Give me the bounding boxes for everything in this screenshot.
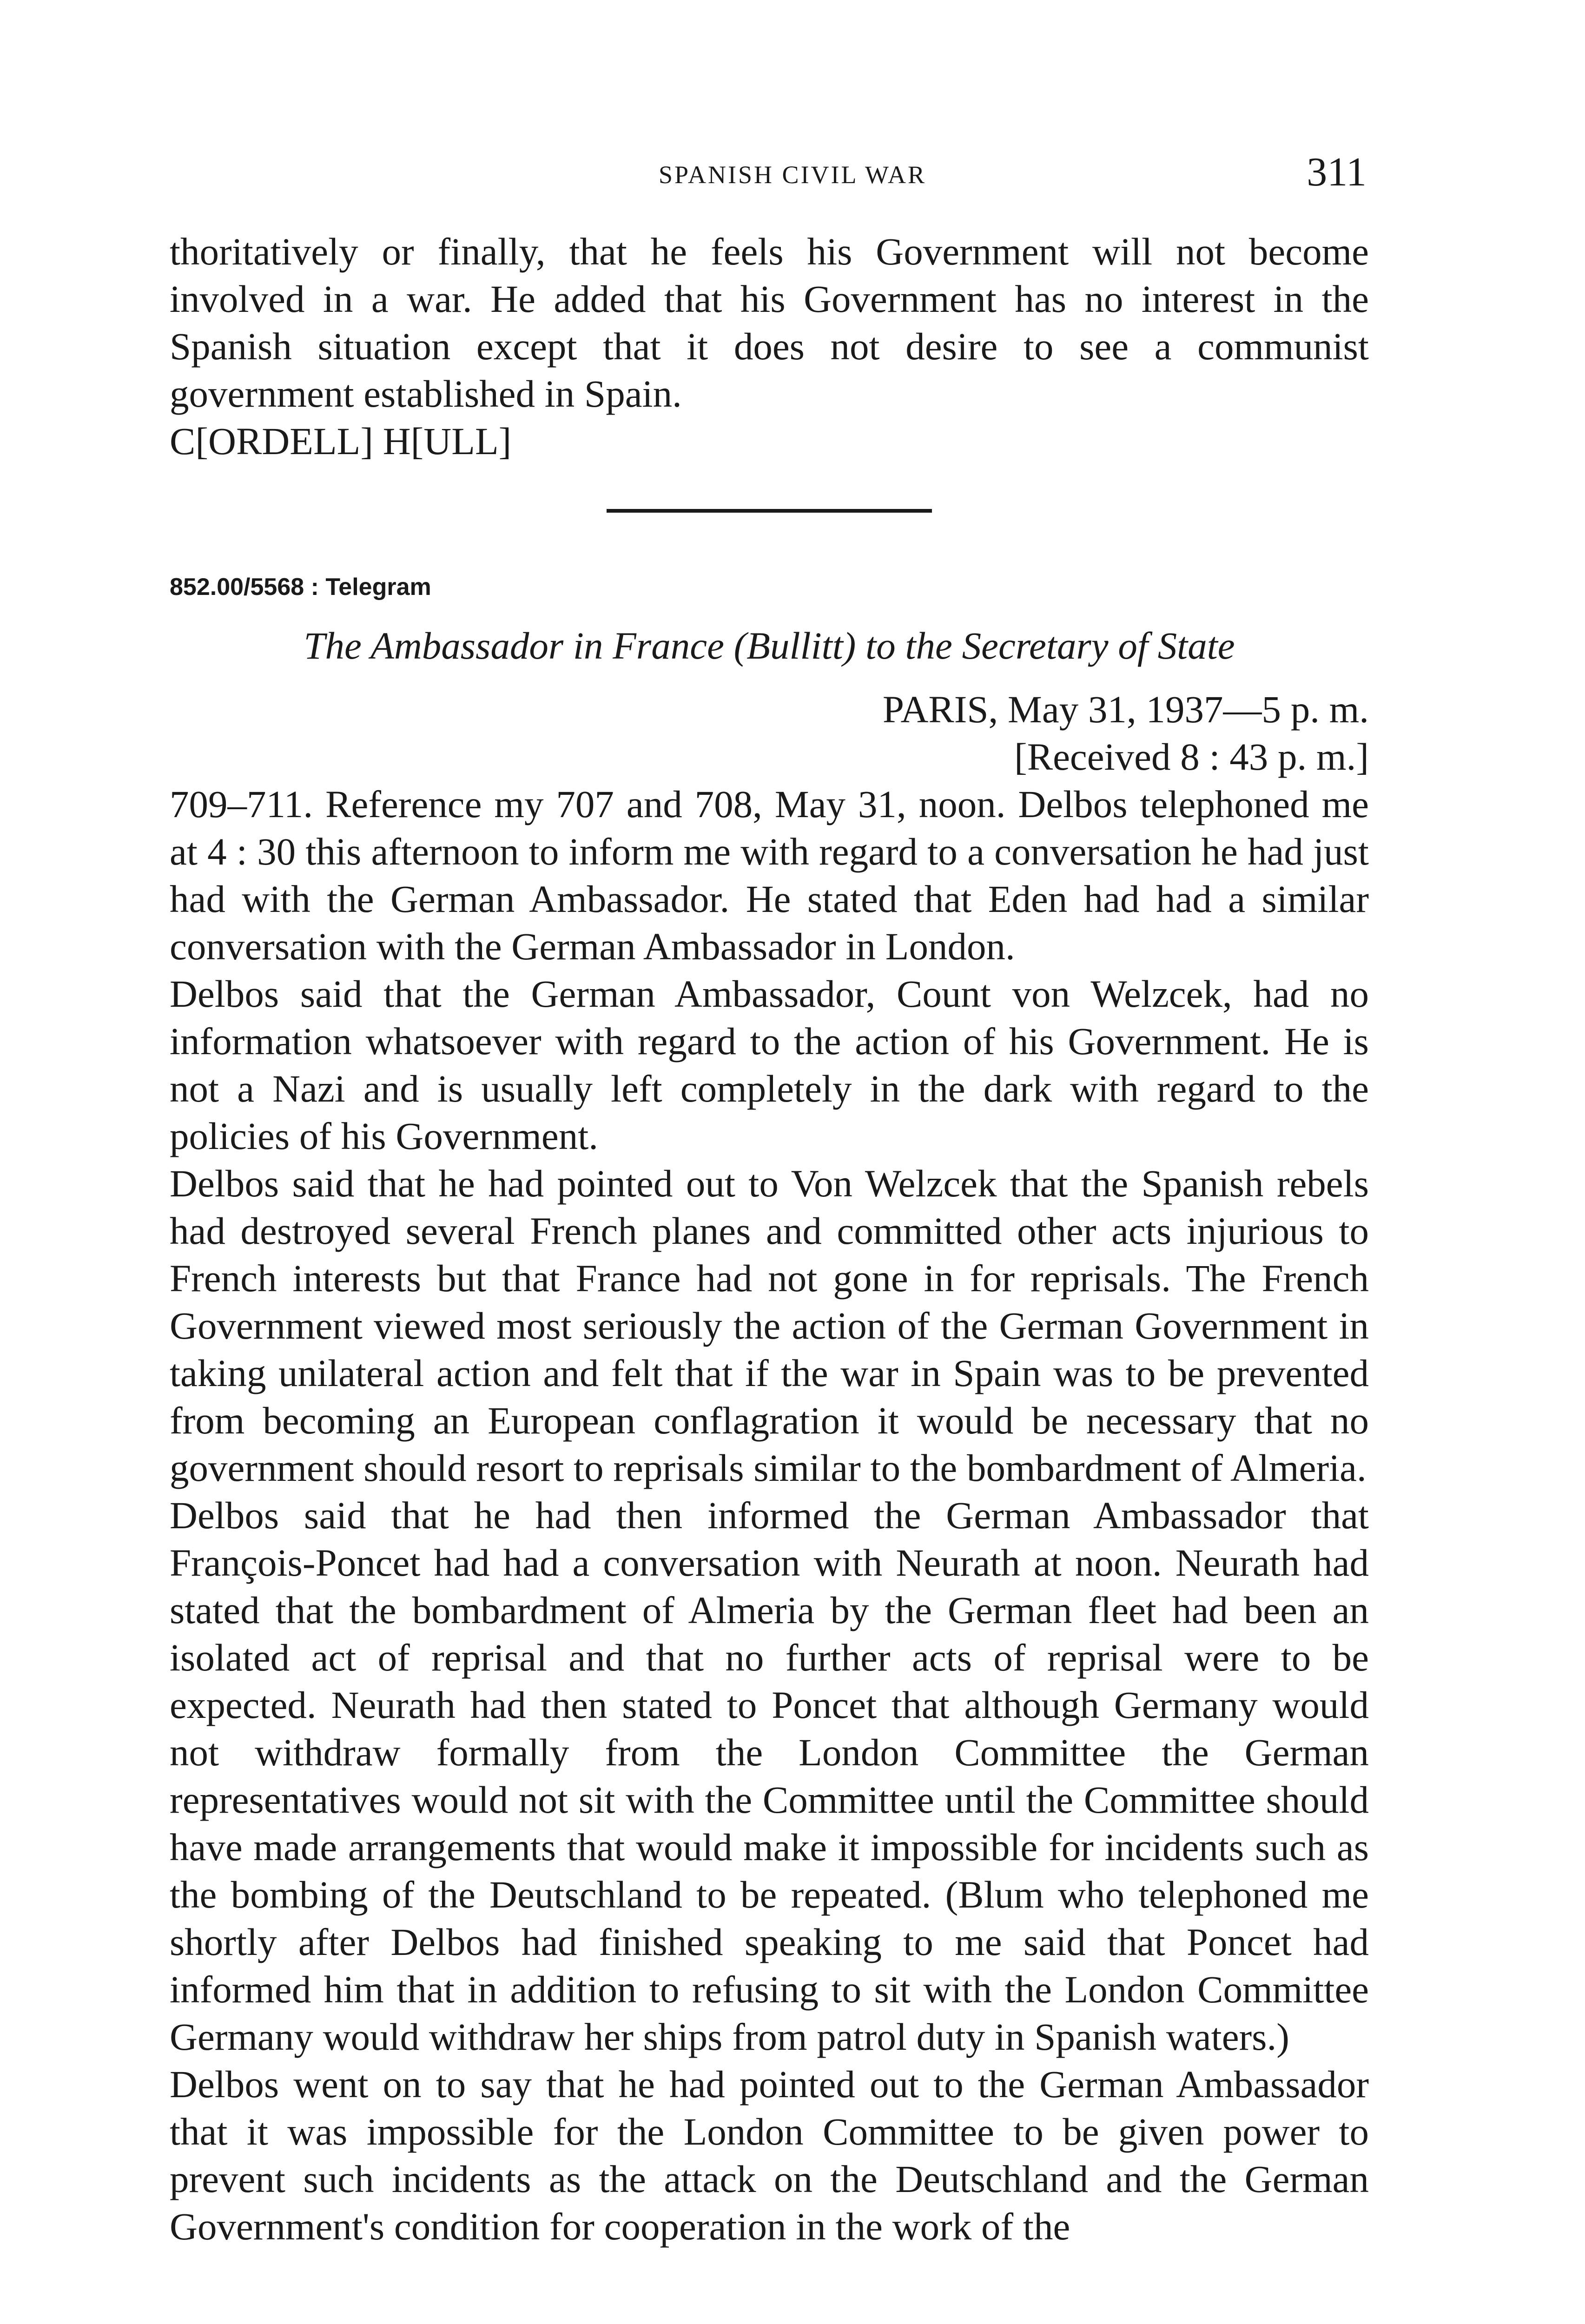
body-paragraph: 709–711. Reference my 707 and 708, May 31, noon. Delbos telephoned me at 4 : 30 this afternoon to inform me with regard to a conversation he had just had with the German Ambassador. He stated that Eden had had a similar conversation with the German Ambassador in London. (170, 783, 1369, 968)
body-paragraph: Delbos said that the German Ambassador, Count von Welzcek, had no information whatsoever with regard to the action of his Government. He is not a Nazi and is usually left completely in the dark with regard to the policies of his Government. (170, 972, 1369, 1157)
document-file-id: 852.00/5568 : Telegram (170, 574, 431, 601)
body-paragraph: Delbos went on to say that he had pointed out to the German Ambassador that it was impossible for the London Committee to be given power to prevent such incidents as the attack on the Deutschland and the German Government's condition for cooperation in the work of the (170, 2063, 1369, 2248)
body-paragraph: Delbos said that he had pointed out to Von Welzcek that the Spanish rebels had destroyed several French planes and committed other acts injurious to French interests but that France had not gone in for reprisals. The French Government viewed most seriously the action of the German Government in taking unilateral action and felt that if the war in Spain was to be prevented from becoming an European conflagration it would be necessary that no government should resort to reprisals similar to the bombardment of Almeria. (170, 1162, 1369, 1489)
dateline-received: [Received 8 : 43 p. m.] (1014, 735, 1369, 778)
dateline-place-date: PARIS, May 31, 1937—5 p. m. (882, 688, 1369, 731)
text-block (170, 228, 1369, 2250)
body-paragraph: Delbos said that he had then informed the German Ambassador that François-Poncet had had a conversation with Neurath at noon. Neurath had stated that the bombardment of Almeria by the German fleet had been an isolated act of reprisal and that no further acts of reprisal were to be expected. Neurath had then stated to Poncet that although Germany would not withdraw formally from the London Committee the German representatives would not sit with the Committee until the Committee should have made arrangements that would make it impossible for incidents such as the bombing of the Deutschland to be repeated. (Blum who telephoned me shortly after Delbos had finished speaking to me said that Poncet had informed him that in addition to refusing to sit with the London Committee Germany would withdraw her ships from patrol duty in Spanish waters.) (170, 1494, 1369, 2058)
signature: C[ORDELL] H[ULL] (170, 420, 512, 462)
running-head: SPANISH CIVIL WAR (658, 161, 927, 189)
continuation-paragraph: thoritatively or finally, that he feels his Government will not become involved in a war. He added that his Government has no interest in the Spanish situation except that it does not desire to see a communist government established in Spain. (170, 230, 1369, 415)
section-divider (607, 509, 932, 513)
page-number: 311 (1307, 150, 1367, 195)
document-heading: The Ambassador in France (Bullitt) to the Secretary of State (304, 624, 1235, 667)
